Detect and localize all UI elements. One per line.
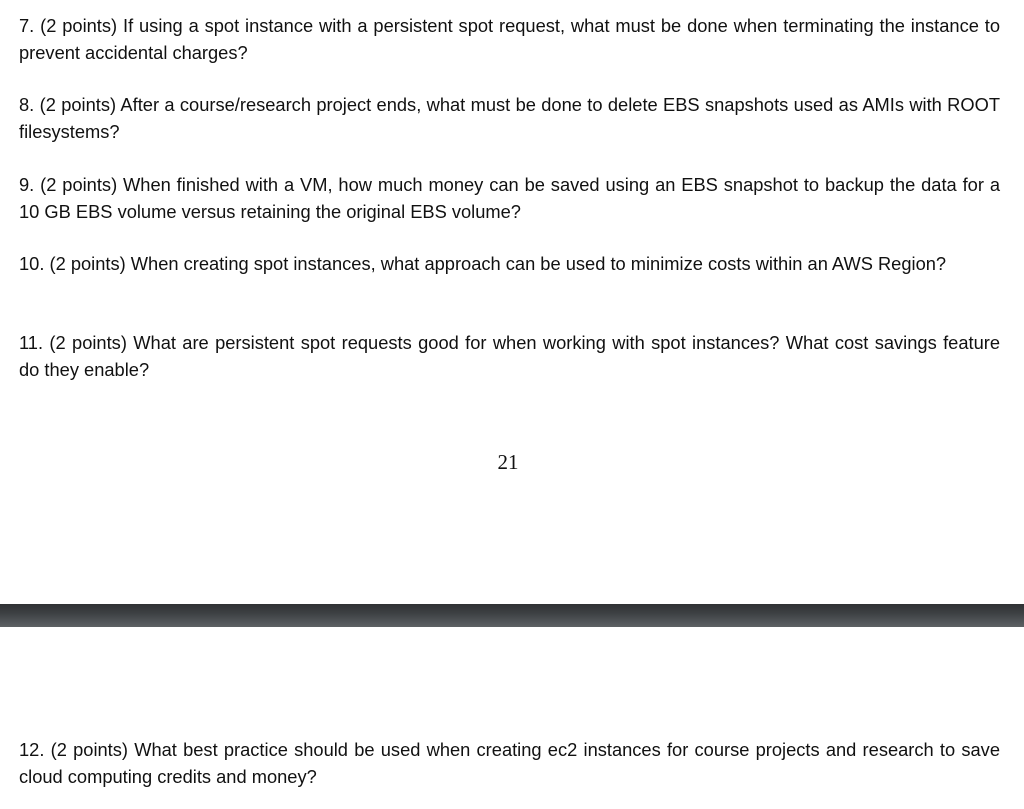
- question-7: 7. (2 points) If using a spot instance with a persistent spot request, what must be done when terminating the instance to prevent accidental charges?: [19, 15, 1000, 63]
- question-11: 11. (2 points) What are persistent spot requests good for when working with spot instances? What cost savings feature do they enable?: [19, 332, 1000, 380]
- page-separator: [0, 604, 1024, 627]
- page-number: 21: [497, 450, 519, 474]
- question-10: 10. (2 points) When creating spot instances, what approach can be used to minimize costs within an AWS Region?: [19, 253, 947, 274]
- document-page-next: [0, 627, 1024, 809]
- question-8: 8. (2 points) After a course/research project ends, what must be done to delete EBS snapshots used as AMIs with ROOT filesystems?: [19, 94, 1000, 142]
- question-12: 12. (2 points) What best practice should be used when creating ec2 instances for course projects and research to save cloud computing credits and money?: [19, 739, 1000, 787]
- question-9: 9. (2 points) When finished with a VM, how much money can be saved using an EBS snapshot to backup the data for a 10 GB EBS volume versus retaining the original EBS volume?: [19, 174, 1000, 222]
